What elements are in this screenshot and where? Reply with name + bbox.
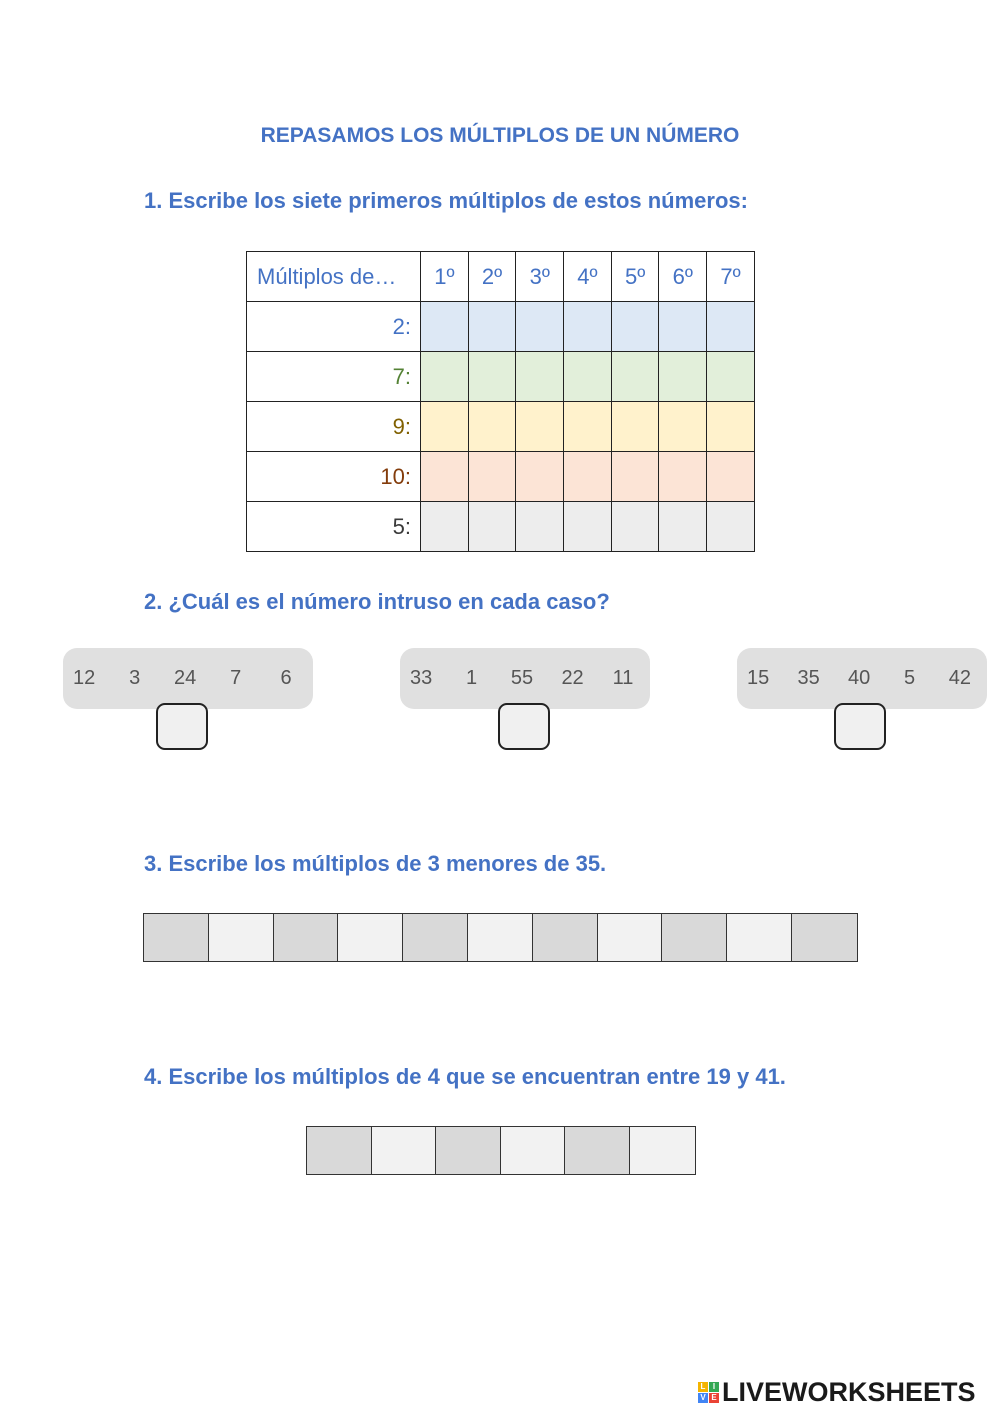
number-sequence-1 (63, 648, 313, 709)
answer-cell[interactable] (611, 502, 659, 552)
sequence-number: 35 (797, 667, 820, 689)
answer-cell[interactable] (792, 914, 857, 961)
table-row (247, 352, 755, 402)
header-label: Múltiplos de… (247, 252, 421, 302)
answer-cell[interactable] (516, 402, 564, 452)
answer-cell[interactable] (468, 452, 516, 502)
multiples-table (246, 251, 755, 552)
intruder-answer-box-2[interactable] (498, 703, 550, 750)
answer-strip-4 (306, 1126, 696, 1175)
answer-cell[interactable] (421, 302, 469, 352)
answer-cell[interactable] (707, 302, 755, 352)
row-label: 5: (247, 502, 421, 552)
number-sequence-2 (400, 648, 650, 709)
ordinal-header: 4º (564, 252, 612, 302)
logo-letter: I (709, 1382, 719, 1392)
sequence-number: 55 (510, 667, 534, 689)
ordinal-header: 7º (707, 252, 755, 302)
sequence-number: 33 (410, 667, 433, 689)
answer-cell[interactable] (421, 352, 469, 402)
answer-cell[interactable] (611, 452, 659, 502)
sequence-number: 24 (174, 667, 197, 689)
ordinal-header: 3º (516, 252, 564, 302)
table-row (247, 402, 755, 452)
question-4: 4. Escribe los múltiplos de 4 que se encuentran entre 19 y 41. (144, 1064, 786, 1089)
intruder-answer-box-3[interactable] (834, 703, 886, 750)
answer-cell[interactable] (611, 302, 659, 352)
row-label: 9: (247, 402, 421, 452)
ordinal-header: 5º (611, 252, 659, 302)
question-3: 3. Escribe los múltiplos de 3 menores de 35. (144, 851, 607, 876)
answer-cell[interactable] (372, 1127, 437, 1174)
sequence-number: 15 (747, 667, 770, 689)
ordinal-header: 2º (468, 252, 516, 302)
answer-cell[interactable] (707, 502, 755, 552)
answer-cell[interactable] (468, 402, 516, 452)
answer-cell[interactable] (144, 914, 209, 961)
answer-cell[interactable] (611, 402, 659, 452)
answer-cell[interactable] (274, 914, 339, 961)
table-row (247, 502, 755, 552)
answer-cell[interactable] (564, 302, 612, 352)
answer-cell[interactable] (436, 1127, 501, 1174)
answer-cell[interactable] (659, 502, 707, 552)
answer-cell[interactable] (468, 302, 516, 352)
answer-cell[interactable] (403, 914, 468, 961)
answer-cell[interactable] (659, 302, 707, 352)
answer-cell[interactable] (516, 302, 564, 352)
row-label: 7: (247, 352, 421, 402)
answer-cell[interactable] (209, 914, 274, 961)
answer-strip-3 (143, 913, 858, 962)
answer-cell[interactable] (662, 914, 727, 961)
sequence-number: 1 (466, 667, 478, 689)
answer-cell[interactable] (516, 452, 564, 502)
ordinal-header: 1º (421, 252, 469, 302)
sequence-number: 6 (280, 667, 292, 689)
answer-cell[interactable] (564, 402, 612, 452)
answer-cell[interactable] (659, 352, 707, 402)
sequence-number: 7 (230, 667, 242, 689)
sequence-number: 12 (73, 667, 96, 689)
answer-cell[interactable] (564, 452, 612, 502)
answer-cell[interactable] (338, 914, 403, 961)
table-header-row (247, 252, 755, 302)
row-label: 2: (247, 302, 421, 352)
sequence-number: 11 (612, 667, 634, 689)
sequence-number: 3 (129, 667, 141, 689)
answer-cell[interactable] (564, 352, 612, 402)
answer-cell[interactable] (565, 1127, 630, 1174)
answer-cell[interactable] (659, 402, 707, 452)
answer-cell[interactable] (421, 502, 469, 552)
sequence-number: 5 (903, 667, 916, 689)
answer-cell[interactable] (307, 1127, 372, 1174)
answer-cell[interactable] (707, 452, 755, 502)
liveworksheets-logo (698, 1377, 976, 1408)
answer-cell[interactable] (598, 914, 663, 961)
logo-text: LIVEWORKSHEETS (722, 1377, 976, 1407)
answer-cell[interactable] (468, 502, 516, 552)
sequence-number: 40 (848, 667, 871, 689)
answer-cell[interactable] (630, 1127, 695, 1174)
table-row (247, 302, 755, 352)
answer-cell[interactable] (727, 914, 792, 961)
answer-cell[interactable] (516, 352, 564, 402)
logo-icon (698, 1382, 719, 1403)
answer-cell[interactable] (707, 352, 755, 402)
row-label: 10: (247, 452, 421, 502)
sequence-number: 42 (948, 667, 971, 689)
question-2: 2. ¿Cuál es el número intruso en cada caso? (144, 589, 610, 614)
answer-cell[interactable] (707, 402, 755, 452)
intruder-answer-box-1[interactable] (156, 703, 208, 750)
logo-letter: V (698, 1393, 708, 1403)
answer-cell[interactable] (533, 914, 598, 961)
answer-cell[interactable] (468, 352, 516, 402)
table-row (247, 452, 755, 502)
number-sequence-3 (737, 648, 987, 709)
answer-cell[interactable] (611, 352, 659, 402)
logo-letter: L (698, 1382, 708, 1392)
logo-letter: E (709, 1393, 719, 1403)
question-1: 1. Escribe los siete primeros múltiplos de estos números: (144, 188, 748, 213)
answer-cell[interactable] (421, 402, 469, 452)
answer-cell[interactable] (659, 452, 707, 502)
sequence-number: 22 (561, 667, 584, 689)
answer-cell[interactable] (421, 452, 469, 502)
answer-cell[interactable] (501, 1127, 566, 1174)
ordinal-header: 6º (659, 252, 707, 302)
answer-cell[interactable] (516, 502, 564, 552)
answer-cell[interactable] (468, 914, 533, 961)
page-title: REPASAMOS LOS MÚLTIPLOS DE UN NÚMERO (260, 124, 740, 147)
answer-cell[interactable] (564, 502, 612, 552)
